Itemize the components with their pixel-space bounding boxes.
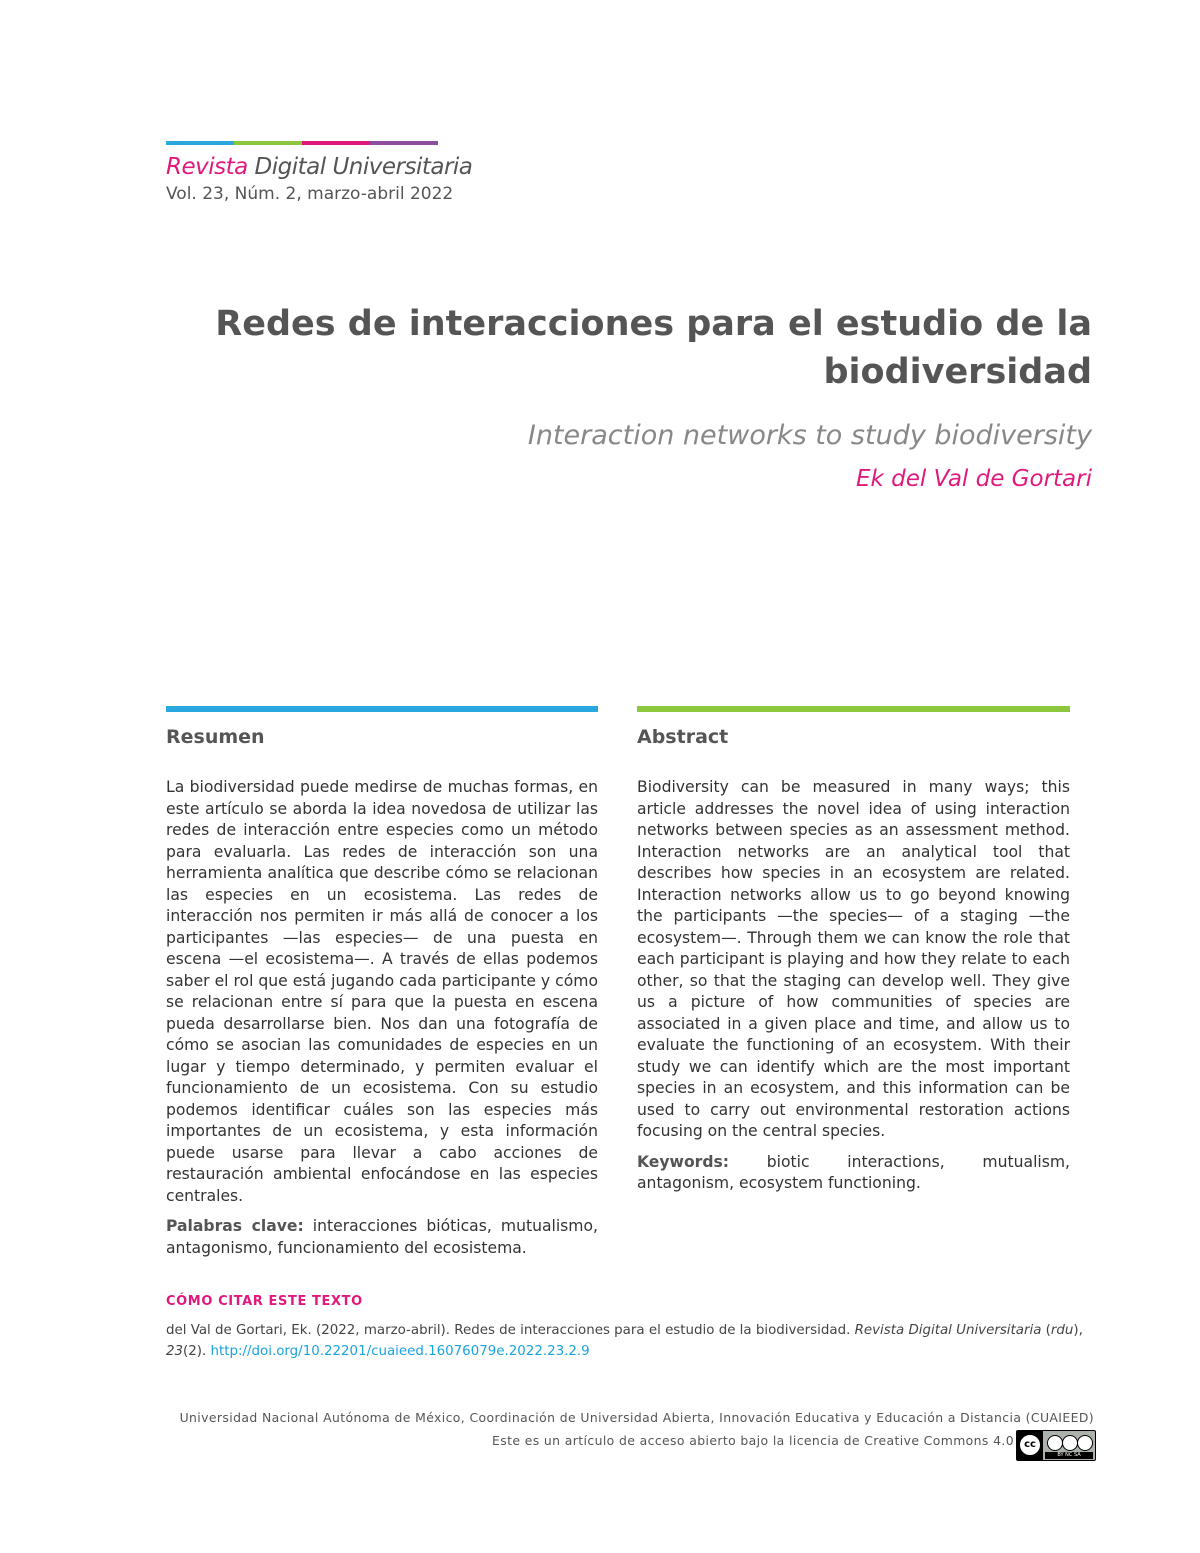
attribution-icon (1047, 1435, 1063, 1451)
footer-institution: Universidad Nacional Autónoma de México, Coordinación de Universidad Abierta, Innovación Educativa y Educación a Distancia (CUAIEED) (179, 1410, 1094, 1425)
noncommercial-icon (1062, 1435, 1078, 1451)
citation-part-c: ), (1073, 1323, 1083, 1338)
abstract-keywords-label: Keywords: (637, 1152, 730, 1171)
resumen-keywords-text: interacciones bióticas, mutualismo, antagonismo, funcionamiento del ecosistema. (166, 1217, 598, 1257)
header-stripe-purple (370, 141, 438, 145)
citation-volume: 23 (166, 1344, 184, 1359)
citation-text (166, 1320, 1096, 1362)
citation-part-b: ( (1041, 1323, 1051, 1338)
journal-name (166, 154, 472, 180)
article-subtitle: Interaction networks to study biodiversity (527, 420, 1092, 451)
resumen-keywords (166, 1216, 598, 1259)
issue-volume: Vol. 23, Núm. 2, marzo-abril 2022 (166, 184, 454, 204)
abstract-column (637, 777, 1070, 1195)
abstract-keywords-text: biotic interactions, mutualism, antagonism, ecosystem functioning. (637, 1152, 1070, 1192)
creative-commons-badge[interactable] (1016, 1430, 1096, 1461)
header-stripe-blue (166, 141, 234, 145)
cc-logo-icon: cc (1019, 1434, 1041, 1456)
abstract-bar (637, 706, 1070, 712)
citation-journal: Revista Digital Universitaria (854, 1323, 1042, 1338)
article-author: Ek del Val de Gortari (855, 466, 1092, 492)
resumen-bar (166, 706, 598, 712)
resumen-keywords-label: Palabras clave: (166, 1217, 304, 1235)
resumen-body: La biodiversidad puede medirse de muchas formas, en este artículo se aborda la idea novedosa de utilizar las redes de interacción entre especies como un método para evaluarla. Las redes de interacción son una herramienta analítica que describe cómo se relacionan las especies en un ecosistema. Las redes de interacción nos permiten ir más allá de conocer a los participantes —las especies— de una puesta en escena —el ecosistema—. A través de ellas podemos saber el rol que está jugando cada participante y cómo se relacionan entre sí para que la puesta en escena pueda desarrollarse bien. Nos dan una fotografía de cómo se asocian las comunidades de especies en un lugar y tiempo determinado, y permiten evaluar el funcionamiento de un ecosistema. Con su estudio podemos identificar cuáles son las especies más importantes de un ecosistema, y esta información puede usarse para llevar a cabo acciones de restauración ambiental enfocándose en las especies centrales. (166, 778, 598, 1205)
cc-badge-terms: BY NC SA (1045, 1452, 1093, 1459)
citation-part-d: (2). (183, 1344, 211, 1359)
journal-name-rest: Digital Universitaria (247, 154, 473, 180)
sharealike-icon (1077, 1435, 1093, 1451)
resumen-column (166, 777, 598, 1259)
resumen-heading: Resumen (166, 726, 265, 748)
abstract-heading: Abstract (637, 726, 729, 748)
journal-name-accent: Revista (166, 154, 248, 180)
abstract-keywords (637, 1152, 1070, 1195)
citation-part-a: del Val de Gortari, Ek. (2022, marzo-abril). Redes de interacciones para el estudio de la biodiversidad. (166, 1323, 855, 1338)
citation-rdu: rdu (1050, 1323, 1074, 1338)
citation-doi-link[interactable]: http://doi.org/10.22201/cuaieed.16076079e.2022.23.2.9 (210, 1344, 590, 1359)
footer-license: Este es un artículo de acceso abierto bajo la licencia de Creative Commons 4.0 (492, 1433, 1014, 1448)
header-stripe-green (234, 141, 302, 145)
header-stripe-pink (302, 141, 370, 145)
abstract-body: Biodiversity can be measured in many ways; this article addresses the novel idea of using interaction networks between species as an assessment method. Interaction networks are an analytical tool that describes how species in an ecosystem are related. Interaction networks allow us to go beyond knowing the participants —the species— of a staging —the ecosystem—. Through them we can know the role that each participant is playing and how they relate to each other, so that the staging can develop well. They give us a picture of how communities of species are associated in a given place and time, and allow us to evaluate the functioning of an ecosystem. With their study we can identify which are the most important species in an ecosystem, and this information can be used to carry out environmental restoration actions focusing on the central species. (637, 778, 1070, 1140)
citation-heading: CÓMO CITAR ESTE TEXTO (166, 1294, 363, 1309)
article-title: Redes de interacciones para el estudio de la biodiversidad (215, 304, 1092, 392)
